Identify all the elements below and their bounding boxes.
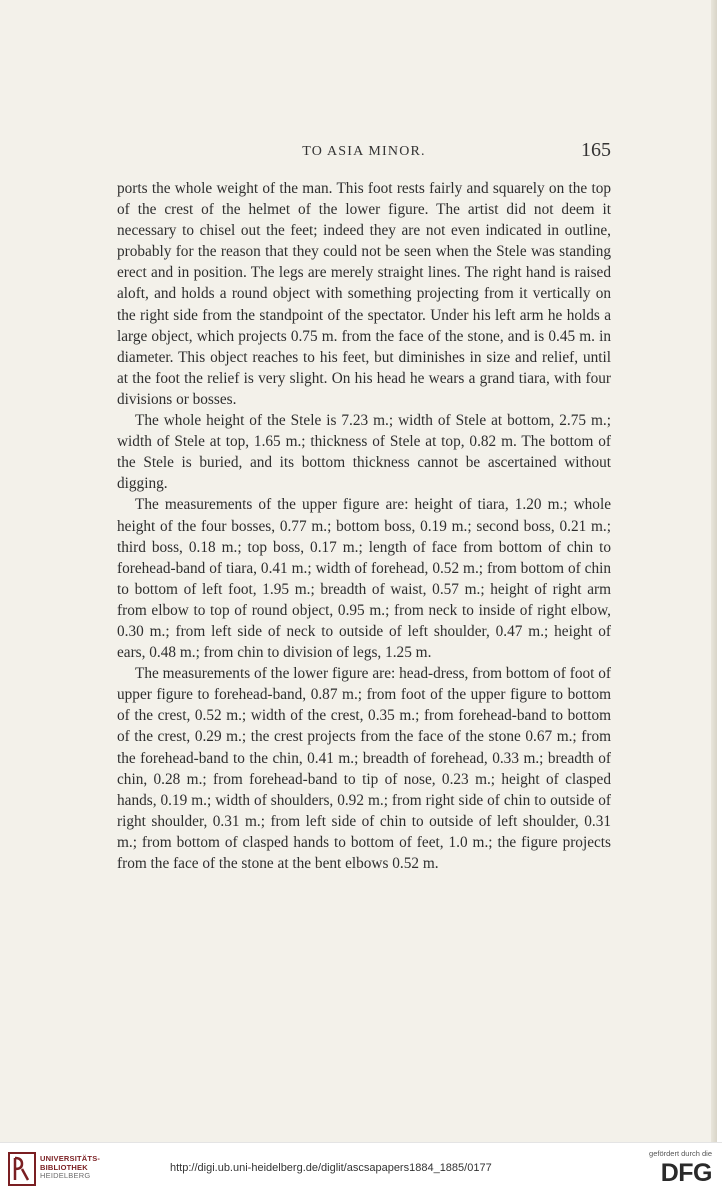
library-logo-icon bbox=[6, 1150, 40, 1188]
paragraph: The measurements of the upper figure are: height of tiara, 1.20 m.; whole height of the four bosses, 0.77 m.; bottom boss, 0.19 m.; second boss, 0.21 m.; third boss, 0.18 m.; top boss, 0.17 m.; length of face from bottom of chin to forehead-band of tiara, 0.41 m.; width of forehead, 0.52 m.; from bottom of chin to bottom of left foot, 1.95 m.; breadth of waist, 0.57 m.; height of right arm from elbow to top of round object, 0.95 m.; from neck to inside of right elbow, 0.30 m.; from left side of neck to outside of left shoulder, 0.47 m.; height of ears, 0.48 m.; from chin to division of legs, 1.25 m. bbox=[117, 496, 611, 662]
page-number: 165 bbox=[581, 139, 611, 161]
library-name-line: BIBLIOTHEK bbox=[40, 1162, 88, 1172]
viewer-footer bbox=[0, 1142, 722, 1195]
funding-note: gefördert durch die bbox=[649, 1149, 712, 1158]
library-name-line: HEIDELBERG bbox=[40, 1171, 91, 1180]
paragraph: ports the whole weight of the man. This foot rests fairly and squarely on the top of the crest of the helmet of the lower figure. The artist did not deem it necessary to chisel out the feet; indeed they are not even indicated in outline, probably for the reason that they could not be seen when the Stele was standing erect and in position. The legs are merely straight lines. The right hand is raised aloft, and holds a round object with something projecting from it vertically on the right side from the standpoint of the spectator. Under his left arm he holds a large object, which projects 0.75 m. from the face of the stone, and is 0.45 m. in diameter. This object reaches to his feet, but diminishes in size and relief, until at the foot the relief is very slight. On his head he wears a grand tiara, with four divisions or bosses. bbox=[117, 180, 611, 408]
library-name bbox=[40, 1155, 100, 1181]
running-head bbox=[117, 140, 611, 162]
running-head-title: TO ASIA MINOR. bbox=[302, 144, 426, 159]
paragraph: The measurements of the lower figure are: head-dress, from bottom of foot of upper figure to forehead-band, 0.87 m.; from foot of the upper figure to bottom of the crest, 0.52 m.; width of the crest, 0.35 m.; from forehead-band to bottom of the crest, 0.29 m.; the crest projects from the face of the stone 0.67 m.; from the forehead-band to the chin, 0.41 m.; breadth of forehead, 0.33 m.; breadth of chin, 0.28 m.; from forehead-band to tip of nose, 0.23 m.; height of clasped hands, 0.19 m.; width of shoulders, 0.92 m.; from right side of chin to outside of right shoulder, 0.31 m.; from left side of chin to outside of left shoulder, 0.31 m.; from bottom of clasped hands to bottom of feet, 1.0 m.; the figure projects from the face of the stone at the bent elbows 0.52 m. bbox=[117, 665, 611, 872]
library-name-line: UNIVERSITÄTS- bbox=[40, 1154, 101, 1163]
paragraph: The whole height of the Stele is 7.23 m.; width of Stele at bottom, 2.75 m.; width of Stele at top, 1.65 m.; thickness of Stele at top, 0.82 m. The bottom of the Stele is buried, and its bottom thickness cannot be ascertained without digging. bbox=[117, 412, 611, 493]
permalink-url[interactable]: http://digi.ub.uni-heidelberg.de/diglit/ascsapapers1884_1885/0177 bbox=[170, 1162, 492, 1174]
body-text bbox=[117, 178, 611, 874]
dfg-logo: DFG bbox=[660, 1159, 712, 1187]
